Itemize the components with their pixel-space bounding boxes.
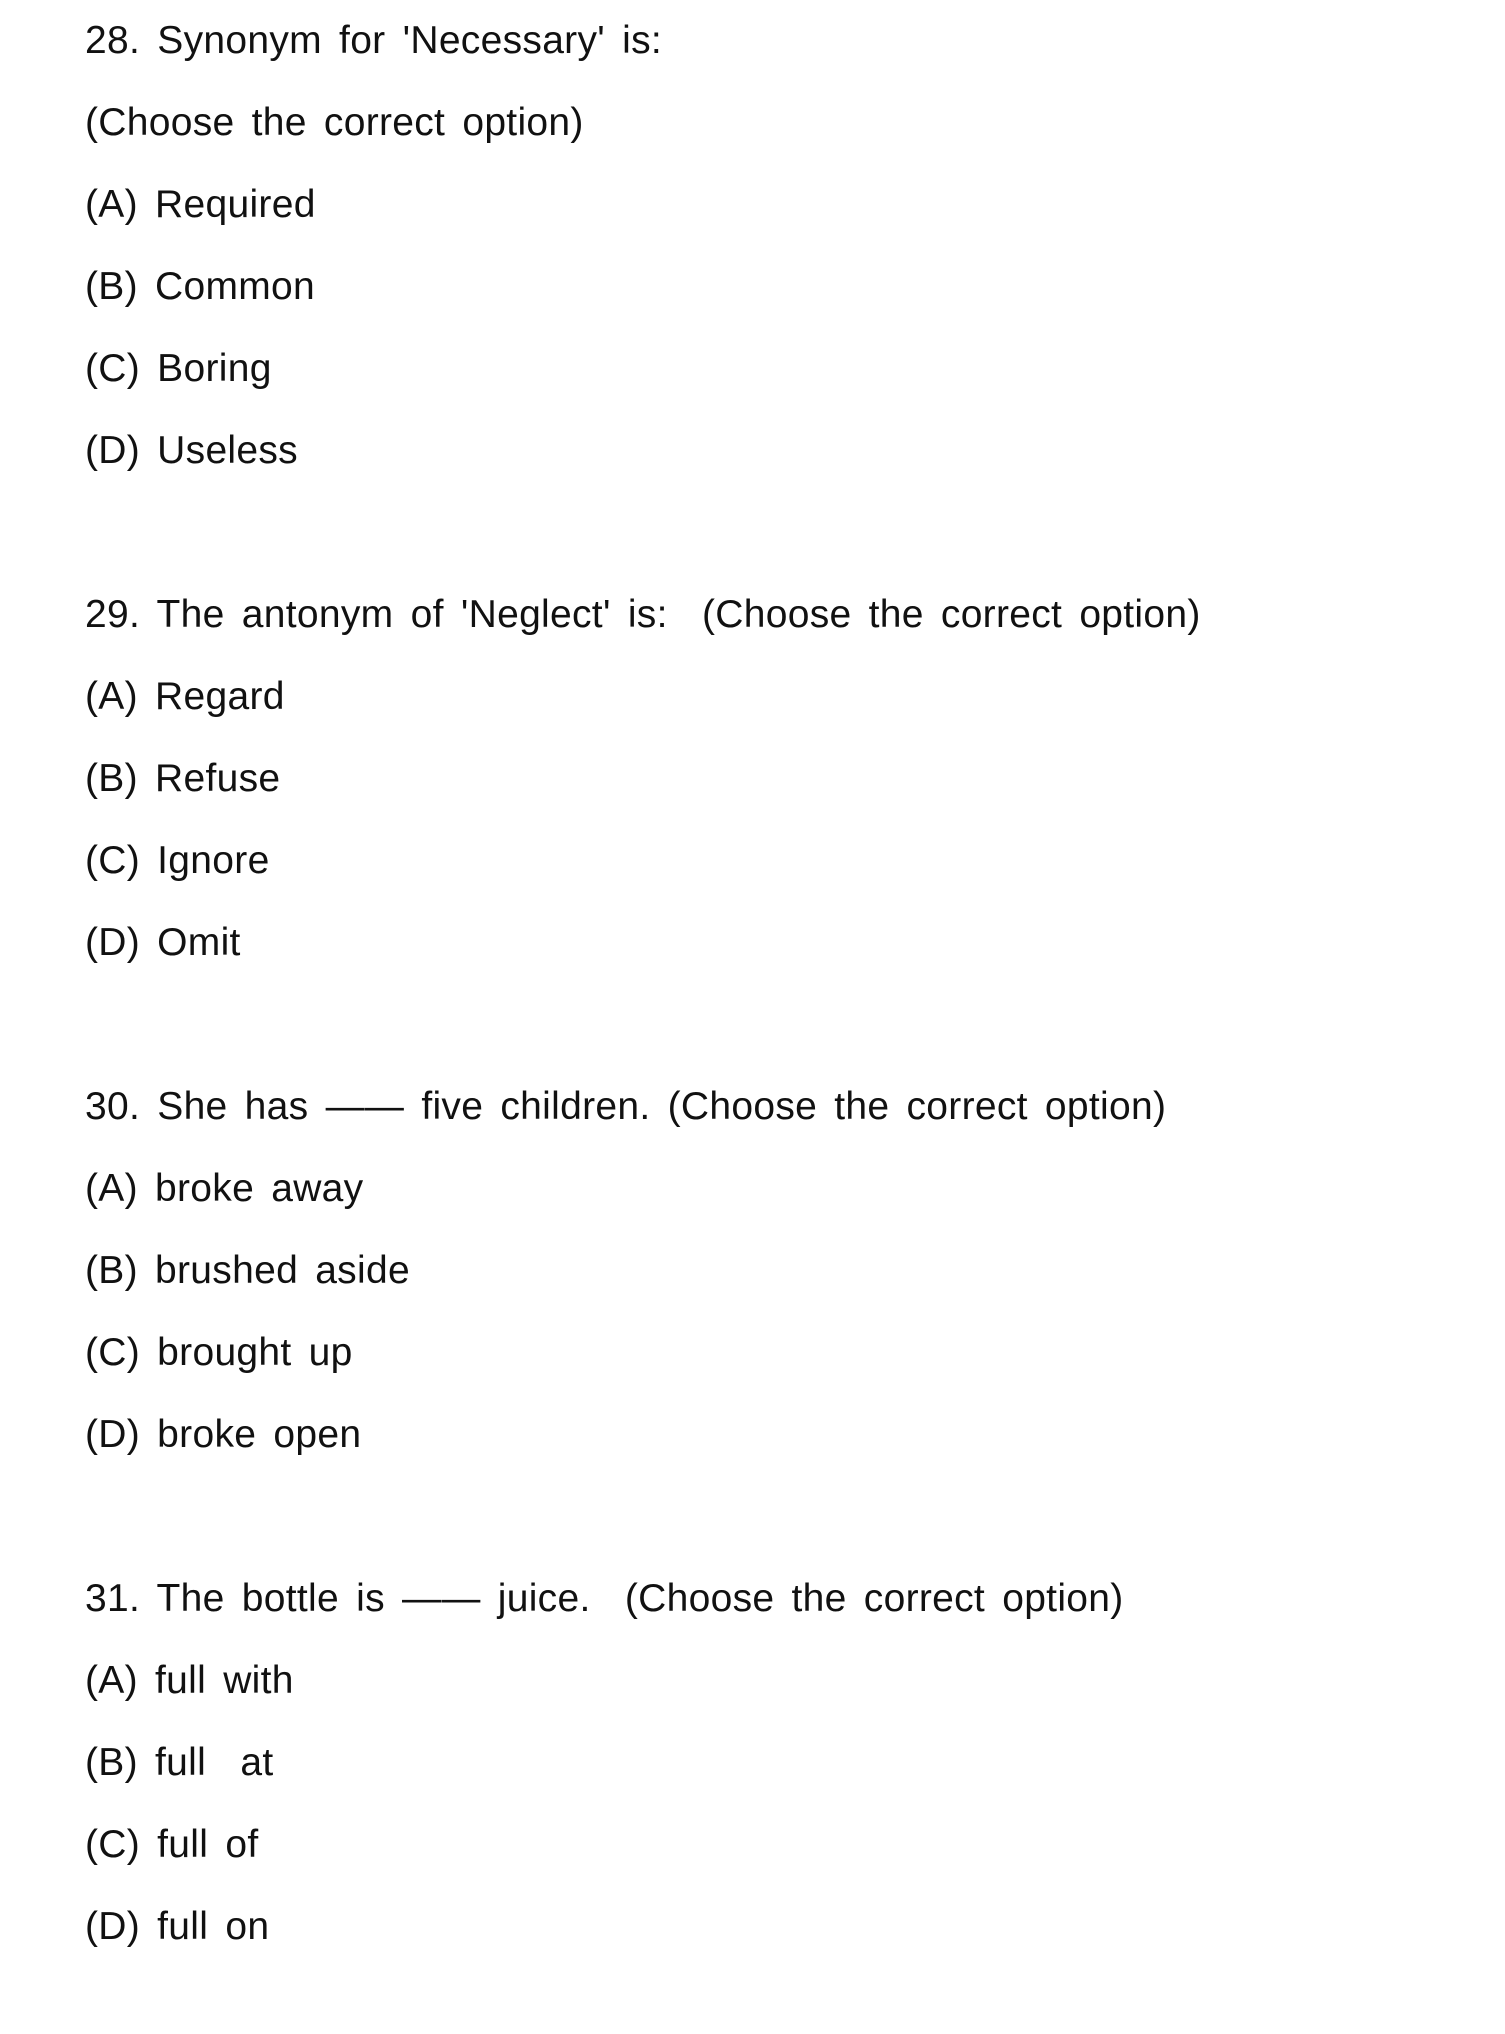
question-28-option-c: (C) Boring [85, 347, 272, 390]
question-31-option-d: (D) full on [85, 1905, 270, 1948]
question-29-option-a: (A) Regard [85, 675, 285, 718]
question-30-stem: 30. She has —— five children. (Choose the correct option) [85, 1085, 1167, 1128]
question-29-option-c: (C) Ignore [85, 839, 270, 882]
question-28-option-d: (D) Useless [85, 429, 298, 472]
question-29-option-b: (B) Refuse [85, 757, 281, 800]
question-31-option-a: (A) full with [85, 1659, 294, 1702]
question-28-option-a: (A) Required [85, 183, 316, 226]
question-29-stem: 29. The antonym of 'Neglect' is: (Choose the correct option) [85, 593, 1201, 636]
question-29-option-d: (D) Omit [85, 921, 241, 964]
question-30-option-a: (A) broke away [85, 1167, 364, 1210]
question-28-option-b: (B) Common [85, 265, 316, 308]
question-30-option-b: (B) brushed aside [85, 1249, 410, 1292]
question-31-option-b: (B) full at [85, 1741, 274, 1784]
question-30-option-c: (C) brought up [85, 1331, 353, 1374]
question-28-instruction: (Choose the correct option) [85, 101, 584, 144]
question-28-stem: 28. Synonym for 'Necessary' is: [85, 19, 663, 62]
question-30-option-d: (D) broke open [85, 1413, 362, 1456]
question-31-stem: 31. The bottle is —— juice. (Choose the correct option) [85, 1577, 1124, 1620]
question-31-option-c: (C) full of [85, 1823, 259, 1866]
